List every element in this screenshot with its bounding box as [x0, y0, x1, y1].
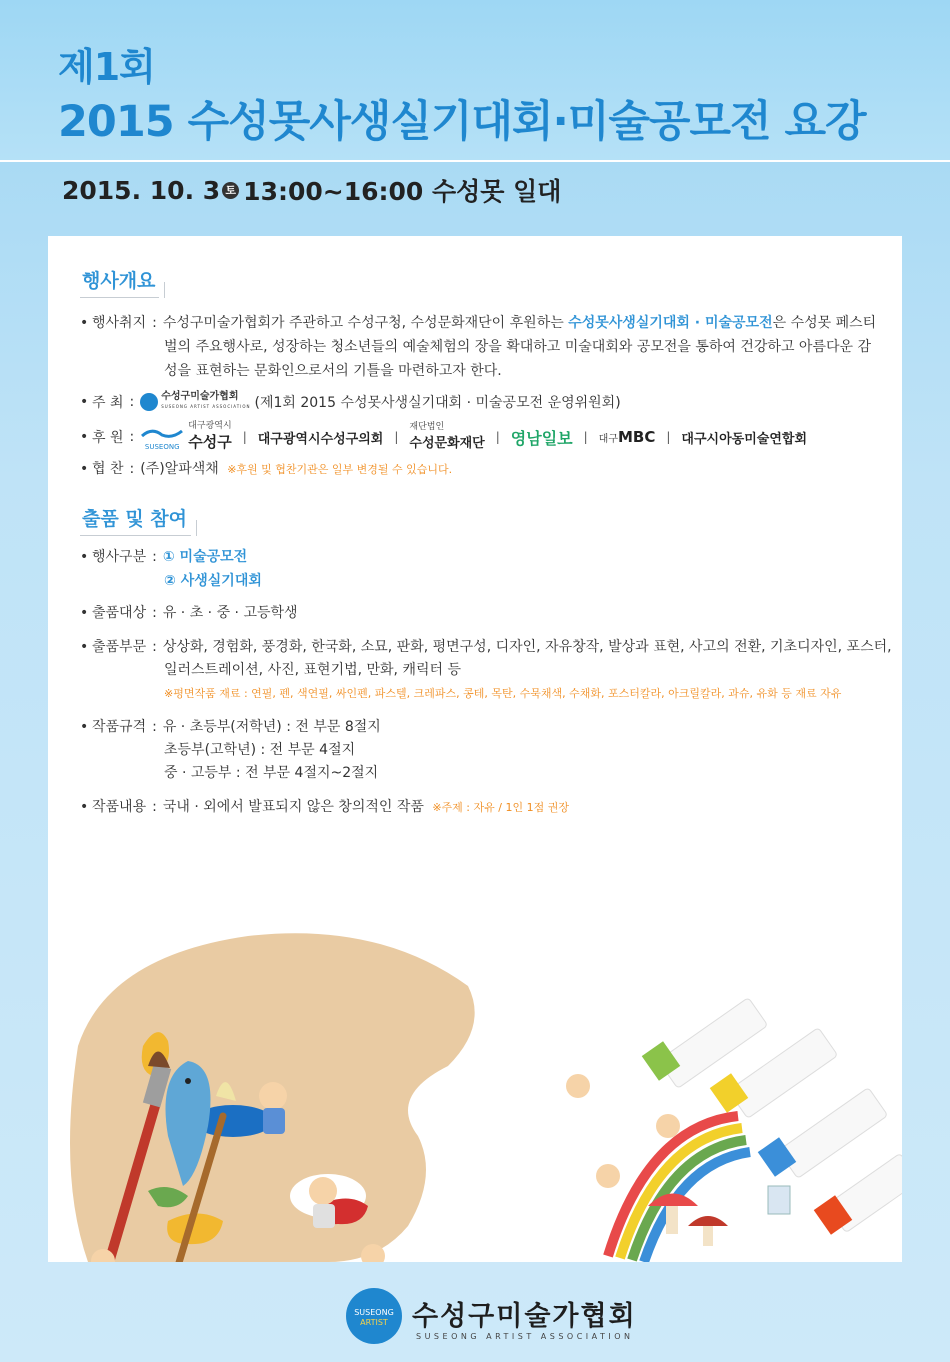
- cooperate-text: (주)알파색채: [140, 461, 219, 477]
- child-sitting: [596, 1164, 620, 1188]
- title-band: [0, 0, 950, 162]
- category-item-1: ① 미술공모전: [162, 549, 248, 565]
- division-line1: 상상화, 경험화, 풍경화, 한국화, 소묘, 판화, 평면구성, 디자인, 자유창작, 발상과 표현, 사고의 전환, 기초디자인, 포스터,: [162, 639, 892, 655]
- host-logo-sub: SUSEONG ARTIST ASSOCIATION: [161, 404, 251, 409]
- cooperate-row: • 협 찬 : (주)알파색채 ※후원 및 협찬기관은 일부 변경될 수 있습니다.: [80, 458, 452, 478]
- illustration: [48, 796, 902, 1262]
- sponsor-suseong-logo: [140, 422, 231, 452]
- division-note: ※평면작품 재료 : 연필, 펜, 색연필, 싸인펜, 파스텔, 크레파스, 콩테, 목탄, 수묵채색, 수채화, 포스터칼라, 아크릴칼라, 과슈, 유화 등 재료 자유: [164, 687, 842, 700]
- event-date-day: 2015. 10. 3: [62, 175, 221, 205]
- page-title: 2015 수성못사생실기대회·미술공모전 요강: [58, 97, 866, 147]
- purpose-line2: 벌의 주요행사로, 성장하는 청소년들의 예술체험의 장을 확대하고 미술대회와 공모전을 통하여 건강하고 아름다운 감: [164, 339, 872, 355]
- weekday-badge: 토: [222, 182, 239, 199]
- content-card: [48, 236, 902, 1262]
- host-row: • 주 최 : 수성구미술가협회 SUSEONG ARTIST ASSOCIATION (제1회 2015 수성못사생실기대회 · 미술공모전 운영위원회): [80, 391, 621, 411]
- child-running: [309, 1177, 337, 1205]
- size-row: • 작품규격 : 유 · 초등부(저학년) : 전 부문 8절지: [80, 716, 381, 736]
- footer-logo: [346, 1284, 637, 1350]
- footer-org-name: 수성구미술가협회: [412, 1301, 637, 1332]
- category-label: 행사구분: [92, 549, 147, 565]
- suseong-wave-icon: [140, 427, 184, 439]
- size-line1: 유 · 초등부(저학년) : 전 부문 8절지: [162, 719, 381, 735]
- sponsor-council: 대구광역시수성구의회: [257, 431, 384, 447]
- rainbow-illustration: [608, 1116, 750, 1262]
- foundation-name: 수성문화재단: [409, 436, 485, 451]
- sponsor-row: • 후 원 : SUSEONG 대구광역시 수성구 | 대구광역시수성구의회 | 재단법인 수성문화재단 | 영남일보 | 대구MBC | 대구시아동미술연합회: [80, 421, 808, 451]
- section-heading-overview: 행사개요: [80, 266, 159, 298]
- event-time-place: 13:00~16:00 수성못 일대: [243, 177, 562, 206]
- purpose-highlight: 수성못사생실기대회 · 미술공모전: [568, 315, 773, 331]
- mbc-prefix: 대구: [598, 434, 618, 445]
- suseong-name: 수성구: [188, 433, 232, 451]
- event-date: [62, 172, 561, 208]
- purpose-line1-a: 수성구미술가협회가 주관하고 수성구청, 수성문화재단이 후원하는: [162, 315, 569, 331]
- host-label: 주 최: [92, 395, 124, 411]
- sponsor-yeongnam: 영남일보: [510, 428, 573, 448]
- division-line2: 일러스트레이션, 사진, 표현기법, 만화, 캐릭터 등: [164, 662, 462, 678]
- child-painter-1: [259, 1082, 287, 1110]
- size-line2: 초등부(고학년) : 전 부문 4절지: [164, 742, 356, 758]
- host-logo-name: 수성구미술가협회: [161, 391, 239, 402]
- category-row: • 행사구분 : ① 미술공모전: [80, 546, 247, 566]
- footer-badge-line1: SUSEONG: [354, 1308, 394, 1317]
- mbc-name: MBC: [618, 428, 656, 446]
- suseong-small: 대구광역시: [188, 421, 232, 431]
- sponsor-label: 후 원: [92, 430, 124, 446]
- child-rainbow: [656, 1114, 680, 1138]
- purpose-line3: 성을 표현하는 문화인으로서의 기틀을 마련하고자 한다.: [164, 363, 502, 379]
- division-row: • 출품부문 : 상상화, 경험화, 풍경화, 한국화, 소묘, 판화, 평면구성, 디자인, 자유창작, 발상과 표현, 사고의 전환, 기초디자인, 포스터,: [80, 636, 892, 656]
- host-text: (제1회 2015 수성못사생실기대회 · 미술공모전 운영위원회): [254, 395, 621, 411]
- footer-badge: [346, 1288, 402, 1344]
- section-heading-participation: 출품 및 참여: [80, 504, 191, 536]
- suseong-en: SUSEONG: [144, 443, 180, 451]
- cooperate-label: 협 찬: [92, 461, 124, 477]
- footer-org-sub: SUSEONG ARTIST ASSOCIATION: [416, 1332, 634, 1341]
- purpose-line1-b: 은 수성못 페스티: [772, 315, 877, 331]
- footer-badge-line2: ARTIST: [360, 1318, 388, 1327]
- content-text: 국내 · 외에서 발표되지 않은 창의적인 작품: [162, 799, 424, 815]
- target-label: 출품대상: [92, 605, 147, 621]
- host-logo-icon: [140, 393, 158, 411]
- host-logo: [140, 392, 250, 412]
- sponsor-children-art: 대구시아동미술연합회: [681, 431, 808, 447]
- content-row: • 작품내용 : 국내 · 외에서 발표되지 않은 창의적인 작품 ※주제 : 자유 / 1인 1점 권장: [80, 796, 569, 816]
- sponsor-foundation: [409, 423, 484, 451]
- content-label: 작품내용: [92, 799, 147, 815]
- size-label: 작품규격: [92, 719, 147, 735]
- title-edition: 제1회: [58, 45, 155, 89]
- target-row: • 출품대상 : 유 · 초 · 중 · 고등학생: [80, 602, 298, 622]
- target-text: 유 · 초 · 중 · 고등학생: [162, 605, 298, 621]
- size-line3: 중 · 고등부 : 전 부문 4절지~2절지: [164, 765, 379, 781]
- cooperate-note: ※후원 및 협찬기관은 일부 변경될 수 있습니다.: [227, 463, 453, 476]
- foundation-small: 재단법인: [409, 422, 445, 432]
- sponsor-mbc: [599, 428, 656, 446]
- division-label: 출품부문: [92, 639, 147, 655]
- purpose-label: 행사취지: [92, 315, 147, 331]
- paint-bucket-icon: [768, 1186, 790, 1214]
- category-item-2: ② 사생실기대회: [164, 573, 262, 589]
- child-brush: [566, 1074, 590, 1098]
- purpose-row: • 행사취지 : 수성구미술가협회가 주관하고 수성구청, 수성문화재단이 후원하는 수성못사생실기대회 · 미술공모전은 수성못 페스티: [80, 312, 876, 332]
- content-note: ※주제 : 자유 / 1인 1점 권장: [432, 801, 569, 814]
